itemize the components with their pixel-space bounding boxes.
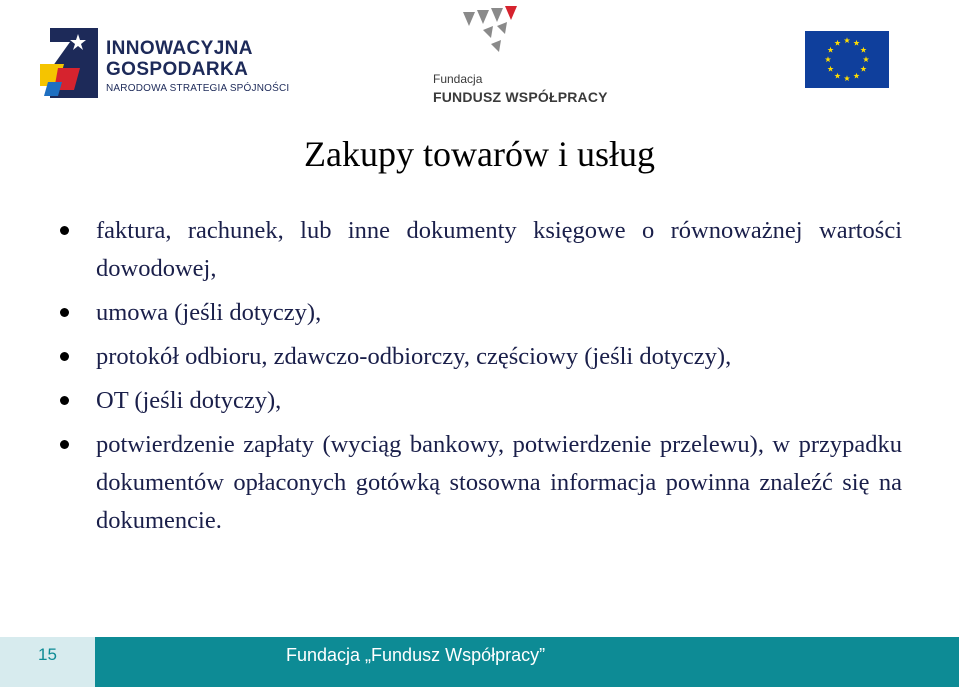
- innowacyjna-gospodarka-symbol-icon: [40, 24, 102, 104]
- footer-organization: Fundacja „Fundusz Współpracy”: [286, 645, 546, 665]
- footer-bar: [0, 637, 959, 687]
- bullet-item: [60, 426, 902, 540]
- page-number: 15: [38, 645, 57, 664]
- bullet-dot-icon: [60, 308, 69, 317]
- bullet-dot-icon: [60, 226, 69, 235]
- bullet-item: [60, 382, 902, 420]
- fundusz-wspolpracy-logo: [433, 4, 608, 106]
- logo-line-gospodarka: GOSPODARKA: [106, 59, 249, 80]
- logo-line-innowacyjna: INNOWACYJNA: [106, 38, 253, 59]
- bullet-text: protokół odbioru, zdawczo-odbiorczy, częściowy (jeśli dotyczy),: [96, 343, 732, 370]
- bullet-text: OT (jeśli dotyczy),: [96, 387, 282, 414]
- logo-line-strategia: NARODOWA STRATEGIA SPÓJNOŚCI: [106, 83, 290, 94]
- bullet-text: umowa (jeśli dotyczy),: [96, 299, 322, 326]
- bullet-text: potwierdzenie zapłaty (wyciąg bankowy, potwierdzenie przelewu), w przypadku dokumentów opłaconych gotówką stosowna informacja powinna znaleźć się na dokumencie.: [96, 431, 902, 534]
- fundusz-wspolpracy-arrows-icon: [461, 4, 525, 64]
- logo-fundusz-label: FUNDUSZ WSPÓŁPRACY: [433, 89, 608, 105]
- bullet-item: [60, 212, 902, 288]
- bullet-dot-icon: [60, 440, 69, 449]
- bullet-text: faktura, rachunek, lub inne dokumenty księgowe o równoważnej wartości dowodowej,: [96, 217, 902, 282]
- bullet-dot-icon: [60, 352, 69, 361]
- bullet-item: [60, 338, 902, 376]
- eu-flag-icon: [805, 31, 889, 88]
- bullet-list: [60, 212, 902, 540]
- innowacyjna-gospodarka-logo: [40, 24, 290, 106]
- bullet-dot-icon: [60, 396, 69, 405]
- logo-fundacja-label: Fundacja: [433, 72, 483, 86]
- slide-title: Zakupy towarów i usług: [304, 134, 655, 174]
- bullet-item: [60, 294, 902, 332]
